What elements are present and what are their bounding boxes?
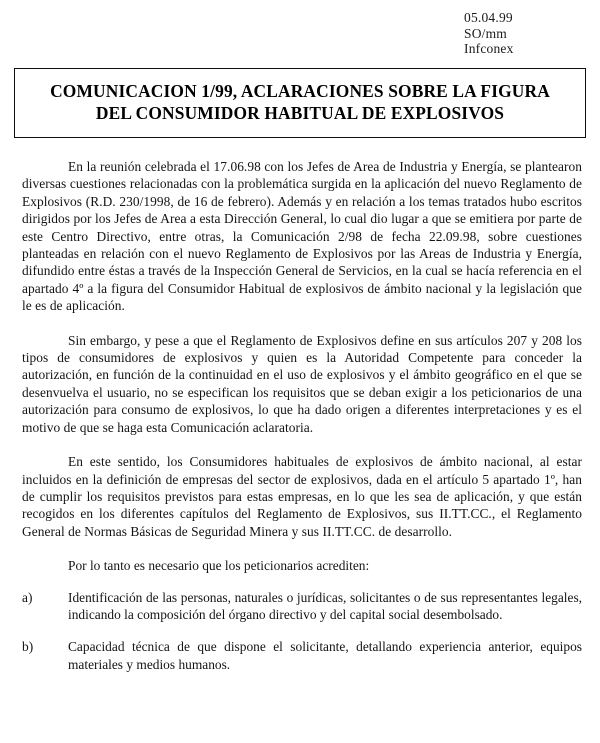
document-header-meta <box>464 10 584 57</box>
paragraph-2: Sin embargo, y pese a que el Reglamento de Explosivos define en sus artículos 207 y 208 los tipos de consumidores de explosivos y quien es la Autoridad Competente para conceder la autorización, en función de la continuidad en el uso de explosivos y el ámbito geográfico en el que se desenvuelva el usuario, no se especifican los requisitos que se deban exigir a los peticionarios de una autorización para consumo de explosivos, lo que ha dado origen a diferentes interpretaciones y es el motivo de que se haga esta Comunicación aclaratoria. <box>22 332 582 435</box>
list-item-text-a: Identificación de las personas, naturales o jurídicas, solicitantes o de sus representantes legales, indicando la composición del órgano directivo y del capital social desembolsado. <box>68 589 582 622</box>
paragraph-3: En este sentido, los Consumidores habituales de explosivos de ámbito nacional, al estar incluidos en la definición de empresas del sector de explosivos, dada en el artículo 5 apartado 1º, han de cumplir los requisitos previstos para estas empresas, en lo que les sea de aplicación, y que están recogidos en los diferentes capítulos del Reglamento de Explosivos, sus II.TT.CC., el Reglamento General de Normas Básicas de Seguridad Minera y sus II.TT.CC. de desarrollo. <box>22 454 582 539</box>
list-item <box>22 589 582 624</box>
list-item-marker-a: a) <box>22 589 33 605</box>
paragraph-1: En la reunión celebrada el 17.06.98 con los Jefes de Area de Industria y Energía, se plantearon diversas cuestiones relacionadas con la problemática surgida en la aplicación del nuevo Reglamento de Explosivos (R.D. 230/1998, de 16 de febrero). Además y en relación a los temas tratados hubo escritos dirigidos por los Jefes de Area a esta Dirección General, lo cual dio lugar a que se emitiera por parte de este Centro Directivo, entre otras, la Comunicación 2/98 de fecha 22.09.98, sobre cuestiones planteadas en relación con el nuevo Reglamento de Explosivos por las Areas de Industria y Energía, difundido entre éstas a través de la Inspección General de Servicios, en la cual se hacía referencia en el apartado 4º a la figura del Consumidor Habitual de explosivos de ámbito nacional y la legislación que le es de aplicación. <box>22 159 582 314</box>
title-line-1: COMUNICACION 1/99, ACLARACIONES SOBRE LA FIGURA <box>50 81 550 101</box>
document-body <box>22 158 582 688</box>
list-item-marker-b: b) <box>22 639 34 655</box>
paragraph-4-lead-in: Por lo tanto es necesario que los peticionarios acrediten: <box>68 558 370 574</box>
lettered-item-list <box>22 589 582 674</box>
document-title-box <box>14 68 586 138</box>
header-code: Infconex <box>464 41 514 56</box>
title-line-2: DEL CONSUMIDOR HABITUAL DE EXPLOSIVOS <box>95 103 505 123</box>
header-reference: SO/mm <box>464 25 508 41</box>
list-item <box>22 638 582 673</box>
list-item-text-b: Capacidad técnica de que dispone el solicitante, detallando experiencia anterior, equipos materiales y medios humanos. <box>68 639 582 672</box>
header-date: 05.04.99 <box>464 10 513 25</box>
